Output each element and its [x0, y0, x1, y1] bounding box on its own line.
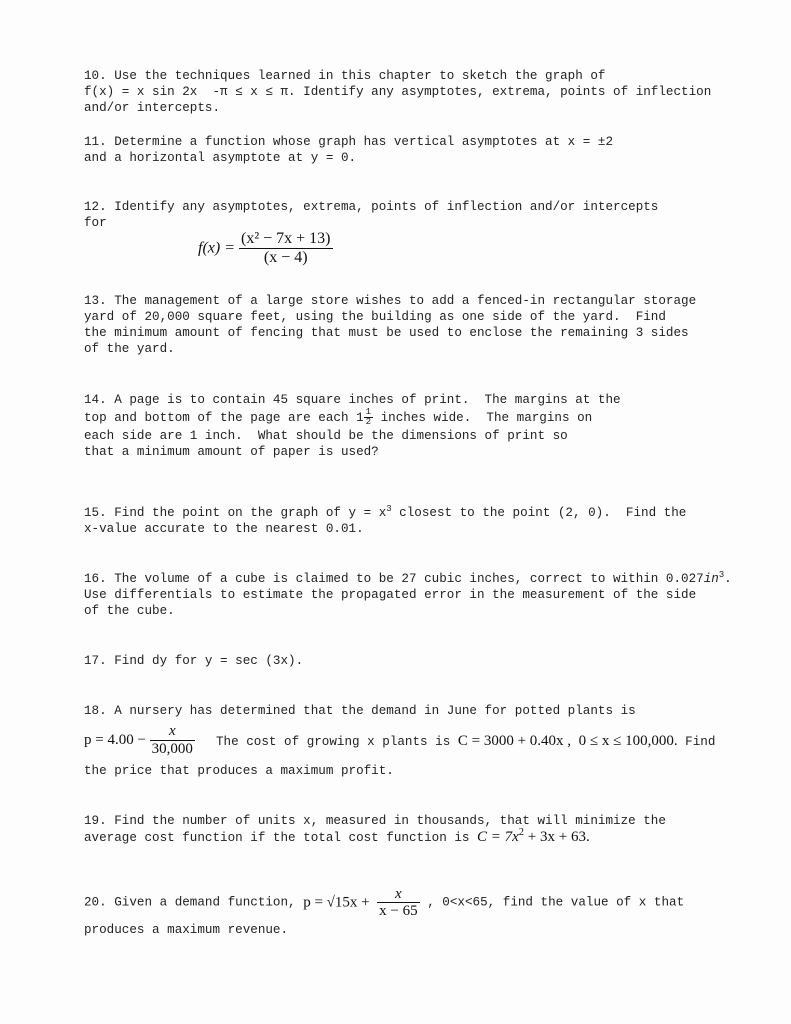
problem-17-line-1: 17. Find dy for y = sec (3x). [84, 654, 304, 668]
problem-19-line-1: 19. Find the number of units x, measured in thousands, that will minimize the [84, 814, 666, 828]
problem-20-denominator: x − 65 [379, 903, 418, 919]
problem-18-demand-denominator: 30,000 [151, 741, 193, 757]
problem-15 [84, 505, 756, 537]
problem-19 [84, 813, 756, 846]
problem-16-line-1-start: 16. The volume of a cube is claimed to be 27 cubic inches, correct to within 0.027 [84, 572, 704, 586]
problem-19-equation [477, 829, 590, 845]
problem-11-line-2: and a horizontal asymptote at y = 0. [84, 151, 357, 165]
problem-18 [84, 703, 756, 719]
problem-13-line-1: 13. The management of a large store wishes to add a fenced-in rectangular storage [84, 294, 697, 308]
problem-15-line-1 [84, 505, 756, 521]
problem-10-line-1: 10. Use the techniques learned in this chapter to sketch the graph of [84, 69, 606, 83]
problem-18-cost-text: The cost of growing x plants is [216, 735, 451, 749]
problem-15-exponent: 3 [386, 503, 392, 514]
problem-12 [84, 199, 756, 231]
problem-14-half-fraction [364, 408, 373, 427]
problem-10-line-2: f(x) = x sin 2x -π ≤ x ≤ π. Identify any asymptotes, extrema, points of inflection [84, 85, 712, 99]
problem-14-line-3: each side are 1 inch. What should be the dimensions of print so [84, 429, 568, 443]
problem-13-line-2: yard of 20,000 square feet, using the building as one side of the yard. Find [84, 310, 666, 324]
problem-12-fraction [239, 230, 333, 267]
problem-11 [84, 134, 756, 166]
problem-12-line-2: for [84, 216, 107, 230]
problem-13-line-3: the minimum amount of fencing that must be used to enclose the remaining 3 sides [84, 326, 689, 340]
problem-18-line-3-wrap [84, 763, 756, 779]
problem-16 [84, 571, 756, 619]
problem-18-find: Find [685, 735, 716, 749]
problem-18-demand-lhs: p = 4.00 − [84, 732, 146, 748]
problem-20-equation-lhs: p = √15x + [303, 894, 370, 911]
problem-12-denominator: (x − 4) [239, 248, 333, 267]
problem-16-line-3: of the cube. [84, 604, 175, 618]
problem-19-exponent: 2 [518, 827, 525, 838]
problem-10-line-3: and/or intercepts. [84, 101, 221, 115]
problem-19-line-2-text: average cost function if the total cost function is [84, 831, 470, 845]
problem-20-line-1 [84, 886, 684, 919]
problem-18-cost-equation: C = 3000 + 0.40x , [457, 733, 572, 749]
problem-20-line-2: produces a maximum revenue. [84, 923, 289, 937]
problem-14-line-2-end: inches wide. The margins on [373, 410, 593, 425]
problem-15-line-1-end: closest to the point (2, 0). Find the [391, 506, 687, 520]
problem-18-demand-fraction [150, 723, 195, 758]
problem-20-line-1-start: 20. Given a demand function, [84, 895, 296, 910]
problem-18-cost-line [216, 733, 715, 750]
problem-19-equation-end: + 3x + 63. [524, 829, 590, 845]
problem-19-equation-start: C = 7x [477, 829, 519, 845]
problem-16-unit: in [703, 572, 719, 586]
problem-20-fraction [377, 886, 419, 919]
problem-12-numerator: (x² − 7x + 13) [241, 230, 331, 247]
problem-15-line-2: x-value accurate to the nearest 0.01. [84, 522, 364, 536]
problem-20-line-2-wrap [84, 922, 756, 938]
problem-18-demand-numerator: x [168, 723, 176, 739]
problem-12-lhs: f(x) = [198, 239, 235, 257]
problem-13-line-4: of the yard. [84, 342, 175, 356]
half-fraction-numerator: 1 [365, 407, 372, 417]
problem-16-line-2: Use differentials to estimate the propagated error in the measurement of the side [84, 588, 697, 602]
problem-18-domain: 0 ≤ x ≤ 100,000. [578, 733, 678, 749]
problem-14-line-2-start: top and bottom of the page are each 1 [84, 410, 364, 425]
problem-19-line-2 [84, 829, 756, 846]
problem-15-line-1-start: 15. Find the point on the graph of y = x [84, 506, 387, 520]
half-fraction-denominator: 2 [365, 417, 372, 427]
problem-20-line-1-end: , 0<x<65, find the value of x that [427, 895, 685, 910]
problem-14-line-2 [84, 408, 756, 428]
problem-18-line-3: the price that produces a maximum profit. [84, 764, 394, 778]
problem-12-line-1: 12. Identify any asymptotes, extrema, points of inflection and/or intercepts [84, 200, 659, 214]
problem-14 [84, 392, 756, 460]
problem-18-demand-equation [84, 723, 195, 758]
problem-10 [84, 68, 756, 116]
problem-16-line-1-end: . [724, 572, 732, 586]
problem-16-exponent: 3 [718, 569, 725, 580]
problem-14-line-4: that a minimum amount of paper is used? [84, 445, 379, 459]
problem-14-line-1: 14. A page is to contain 45 square inches of print. The margins at the [84, 393, 621, 407]
problem-11-line-1: 11. Determine a function whose graph has vertical asymptotes at x = ±2 [84, 135, 614, 149]
problem-17 [84, 653, 756, 669]
problem-12-equation [198, 230, 333, 267]
problem-20-numerator: x [395, 886, 402, 902]
problem-16-line-1 [84, 571, 756, 587]
problem-18-line-1: 18. A nursery has determined that the demand in June for potted plants is [84, 704, 636, 718]
problem-13 [84, 293, 756, 357]
